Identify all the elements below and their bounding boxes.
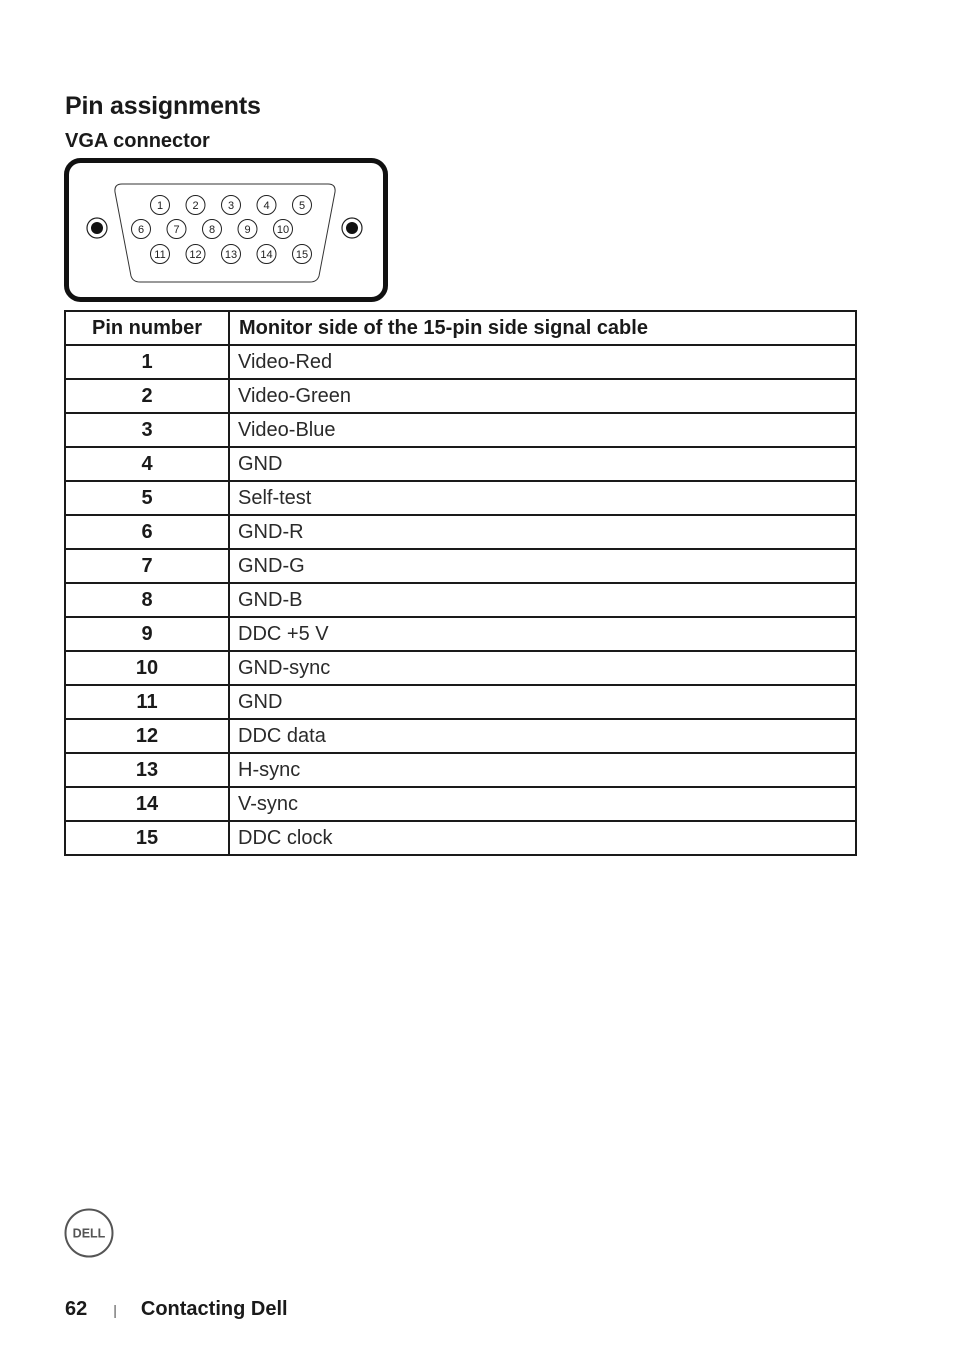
pin-number-cell: 11 (65, 685, 229, 719)
pin-number-cell: 7 (65, 549, 229, 583)
connector-pin-label: 1 (156, 200, 164, 212)
signal-cell: DDC data (229, 719, 856, 753)
vga-connector-diagram (64, 158, 388, 302)
mounting-screw-right (342, 218, 362, 238)
dell-logo-icon (64, 1208, 114, 1258)
signal-cell: Video-Red (229, 345, 856, 379)
pin-number-cell: 12 (65, 719, 229, 753)
signal-cell: GND-G (229, 549, 856, 583)
connector-pin-label: 2 (192, 200, 199, 212)
connector-pin (167, 220, 186, 239)
connector-pin (186, 245, 205, 264)
table-row (65, 515, 856, 549)
page-number: 62 (65, 1298, 88, 1320)
connector-pin-label: 12 (189, 249, 202, 261)
pin-number-cell: 3 (65, 413, 229, 447)
table-row (65, 447, 856, 481)
signal-cell: H-sync (229, 753, 856, 787)
pin-number-cell: 5 (65, 481, 229, 515)
signal-cell: DDC clock (229, 821, 856, 855)
connector-pin (186, 196, 205, 215)
connector-pin (293, 196, 312, 215)
table-row (65, 481, 856, 515)
header-signal: Monitor side of the 15-pin side signal cable (229, 311, 856, 345)
pin-number-cell: 6 (65, 515, 229, 549)
table-row (65, 617, 856, 651)
signal-cell: GND-B (229, 583, 856, 617)
connector-pin (151, 196, 170, 215)
connector-pin (151, 245, 170, 264)
header-pin-number: Pin number (65, 311, 229, 345)
connector-pin-label: 11 (154, 249, 166, 261)
connector-pin-label: 10 (276, 224, 290, 236)
section-subheading: VGA connector (65, 130, 210, 152)
pin-number-cell: 4 (65, 447, 229, 481)
connector-pin-label: 7 (173, 224, 180, 236)
table-row (65, 821, 856, 855)
footer-separator: | (113, 1301, 117, 1318)
signal-cell: Video-Blue (229, 413, 856, 447)
connector-pin (238, 220, 257, 239)
signal-cell: GND (229, 447, 856, 481)
pin-number-cell: 1 (65, 345, 229, 379)
connector-pin (222, 196, 241, 215)
connector-pin-label: 4 (263, 200, 270, 212)
connector-pin (257, 245, 276, 264)
connector-pin (274, 220, 293, 239)
pin-number-cell: 10 (65, 651, 229, 685)
connector-pin-label: 5 (298, 200, 306, 212)
connector-pin (293, 245, 312, 264)
table-row (65, 719, 856, 753)
table-row (65, 549, 856, 583)
table-row (65, 345, 856, 379)
table-header-row (65, 311, 856, 345)
connector-pin-label: 13 (224, 249, 238, 261)
page-footer (65, 1298, 288, 1321)
connector-pin (132, 220, 151, 239)
connector-pin (257, 196, 276, 215)
page-heading: Pin assignments (65, 92, 261, 120)
signal-cell: GND-sync (229, 651, 856, 685)
table-row (65, 413, 856, 447)
table-row (65, 787, 856, 821)
table-row (65, 583, 856, 617)
connector-pin-label: 6 (137, 224, 145, 236)
signal-cell: GND-R (229, 515, 856, 549)
signal-cell: GND (229, 685, 856, 719)
table-row (65, 685, 856, 719)
pin-assignment-table (64, 310, 857, 856)
table-row (65, 651, 856, 685)
connector-pin (222, 245, 241, 264)
signal-cell: DDC +5 V (229, 617, 856, 651)
connector-pin-label: 14 (260, 249, 273, 261)
dell-logo-text: DELL (72, 1226, 106, 1241)
pin-number-cell: 2 (65, 379, 229, 413)
footer-section-title: Contacting Dell (140, 1298, 288, 1320)
mounting-screw-left (87, 218, 107, 238)
connector-pin (203, 220, 222, 239)
pin-number-cell: 8 (65, 583, 229, 617)
connector-pin-label: 15 (295, 249, 309, 261)
table-row (65, 753, 856, 787)
pin-number-cell: 15 (65, 821, 229, 855)
signal-cell: V-sync (229, 787, 856, 821)
table-row (65, 379, 856, 413)
connector-pin-label: 3 (227, 200, 235, 212)
connector-pin-label: 9 (244, 224, 251, 236)
signal-cell: Video-Green (229, 379, 856, 413)
signal-cell: Self-test (229, 481, 856, 515)
pin-number-cell: 9 (65, 617, 229, 651)
pin-number-cell: 13 (65, 753, 229, 787)
pin-number-cell: 14 (65, 787, 229, 821)
connector-pin-label: 8 (208, 224, 216, 236)
